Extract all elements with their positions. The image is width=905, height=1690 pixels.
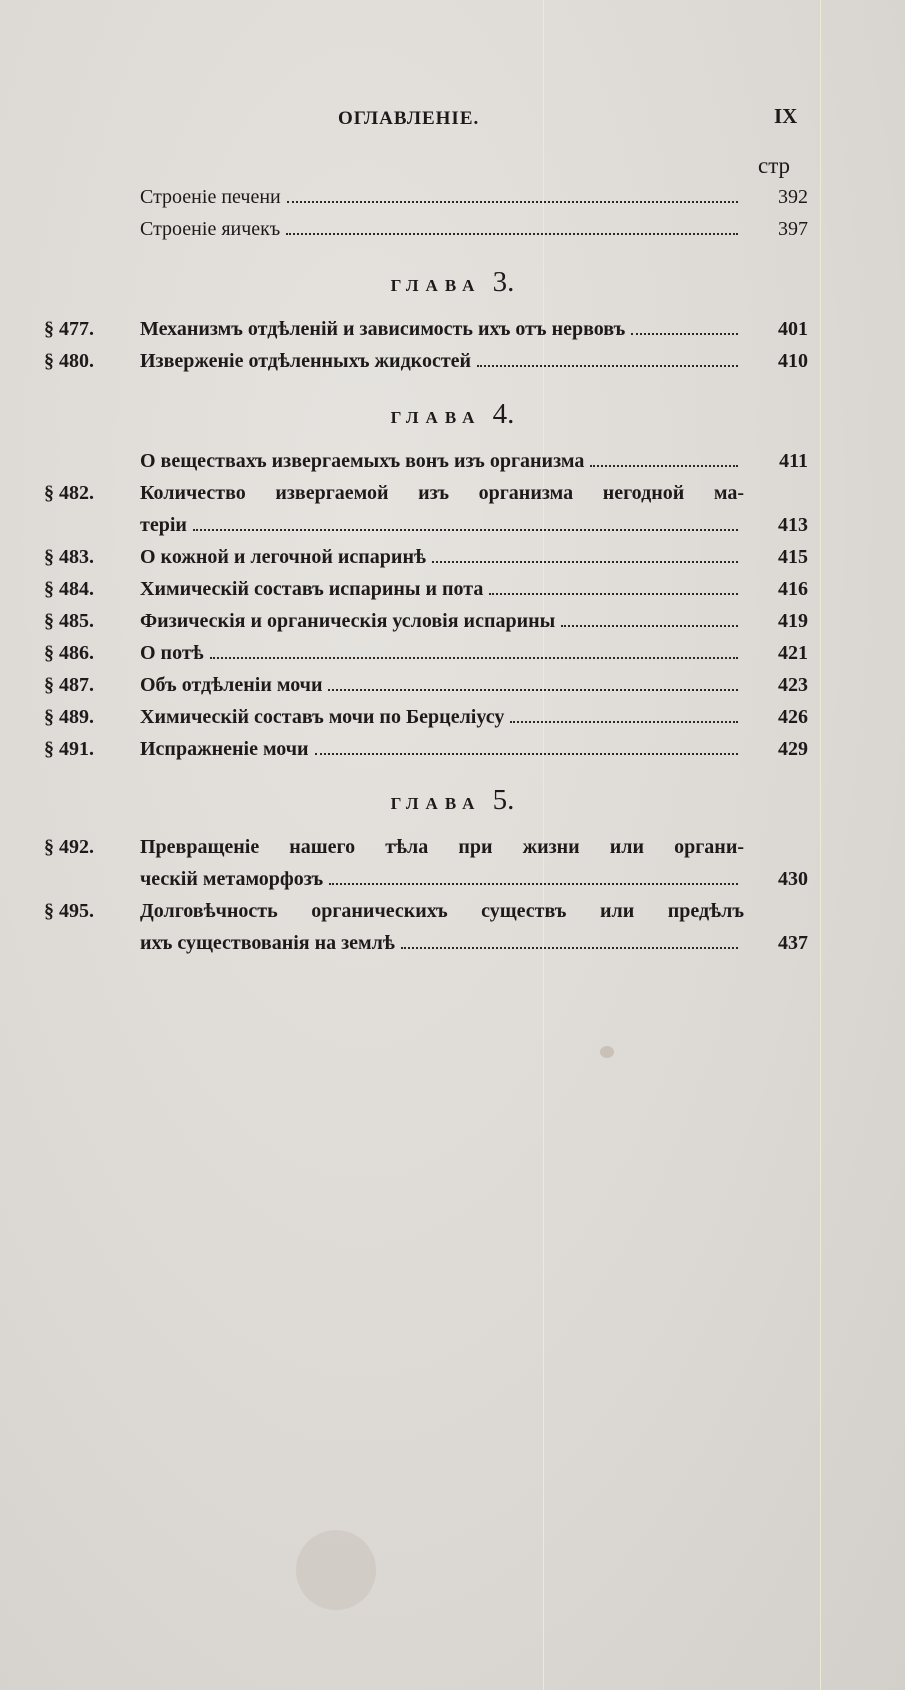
toc-entry-continuation bbox=[0, 868, 905, 898]
entry-title: Химическій составъ мочи по Берцеліусу bbox=[140, 706, 505, 728]
toc-entry bbox=[0, 546, 905, 576]
dot-leader bbox=[590, 451, 738, 467]
toc-entry bbox=[0, 318, 905, 348]
chapter-heading bbox=[0, 398, 905, 431]
toc-entry bbox=[0, 738, 905, 768]
section-number: § 485. bbox=[44, 610, 94, 632]
running-header-page-number: IX bbox=[774, 104, 798, 128]
chapter-number: 4. bbox=[492, 398, 515, 430]
entry-title: Долговѣчность органическихъ существъ или предѣлъ bbox=[140, 900, 744, 922]
entry-title-continued: теріи bbox=[140, 514, 187, 536]
toc-entry bbox=[0, 350, 905, 380]
section-number: § 495. bbox=[44, 900, 94, 922]
entry-page: 416 bbox=[778, 578, 808, 600]
entry-title-continued: ихъ существованія на землѣ bbox=[140, 932, 395, 954]
chapter-heading bbox=[0, 266, 905, 299]
section-number: § 483. bbox=[44, 546, 94, 568]
section-number: § 491. bbox=[44, 738, 94, 760]
section-number: § 492. bbox=[44, 836, 94, 858]
dot-leader bbox=[210, 643, 738, 659]
running-header-title: ОГЛАВЛЕНІЕ. bbox=[338, 108, 480, 129]
paper-stain bbox=[296, 1530, 376, 1610]
entry-page: 410 bbox=[778, 350, 808, 372]
dot-leader bbox=[432, 547, 738, 563]
chapter-number: 3. bbox=[492, 266, 515, 298]
toc-entry bbox=[0, 450, 905, 480]
toc-entry-continuation bbox=[0, 932, 905, 962]
dot-leader bbox=[329, 869, 738, 885]
entry-page: 426 bbox=[778, 706, 808, 728]
section-number: § 487. bbox=[44, 674, 94, 696]
dot-leader bbox=[401, 933, 738, 949]
chapter-heading bbox=[0, 784, 905, 817]
entry-page: 401 bbox=[778, 318, 808, 340]
toc-entry bbox=[0, 578, 905, 608]
section-number: § 489. bbox=[44, 706, 94, 728]
entry-title: Механизмъ отдѣленій и зависимость ихъ отъ нервовъ bbox=[140, 318, 626, 340]
entry-page: 392 bbox=[778, 186, 808, 208]
section-number: § 482. bbox=[44, 482, 94, 504]
toc-entry bbox=[0, 642, 905, 672]
entry-title: О кожной и легочной испаринѣ bbox=[140, 546, 426, 568]
entry-title: Превращеніе нашего тѣла при жизни или органи- bbox=[140, 836, 744, 858]
dot-leader bbox=[561, 611, 738, 627]
toc-entry bbox=[0, 836, 905, 866]
toc-entry bbox=[0, 900, 905, 930]
chapter-label: ГЛАВА bbox=[390, 276, 482, 295]
dot-leader bbox=[287, 187, 738, 203]
paper-stain bbox=[600, 1046, 614, 1058]
chapter-label: ГЛАВА bbox=[390, 794, 482, 813]
entry-page: 415 bbox=[778, 546, 808, 568]
toc-entry bbox=[0, 186, 905, 216]
entry-page: 429 bbox=[778, 738, 808, 760]
dot-leader bbox=[631, 319, 738, 335]
entry-title: Физическія и органическія условія испарины bbox=[140, 610, 556, 632]
entry-page: 423 bbox=[778, 674, 808, 696]
toc-entry bbox=[0, 218, 905, 248]
chapter-number: 5. bbox=[492, 784, 515, 816]
section-number: § 477. bbox=[44, 318, 94, 340]
section-number: § 486. bbox=[44, 642, 94, 664]
entry-title: Изверженіе отдѣленныхъ жидкостей bbox=[140, 350, 472, 372]
page-column-label: стр bbox=[758, 153, 791, 178]
entry-title: Испражненіе мочи bbox=[140, 738, 309, 760]
dot-leader bbox=[510, 707, 738, 723]
dot-leader bbox=[489, 579, 738, 595]
section-number: § 480. bbox=[44, 350, 94, 372]
entry-page: 411 bbox=[779, 450, 808, 472]
entry-title: Количество извергаемой изъ организма негодной ма- bbox=[140, 482, 744, 504]
entry-title: О потѣ bbox=[140, 642, 204, 664]
entry-title-continued: ческій метаморфозъ bbox=[140, 868, 324, 890]
entry-page: 397 bbox=[778, 218, 808, 240]
entry-title: Химическій составъ испарины и пота bbox=[140, 578, 484, 600]
entry-title: О веществахъ извергаемыхъ вонъ изъ организма bbox=[140, 450, 585, 472]
entry-page: 419 bbox=[778, 610, 808, 632]
toc-entry bbox=[0, 674, 905, 704]
dot-leader bbox=[286, 219, 738, 235]
toc-entry bbox=[0, 610, 905, 640]
entry-page: 437 bbox=[778, 932, 808, 954]
toc-entry bbox=[0, 482, 905, 512]
dot-leader bbox=[328, 675, 738, 691]
dot-leader bbox=[315, 739, 738, 755]
section-number: § 484. bbox=[44, 578, 94, 600]
toc-entry bbox=[0, 706, 905, 736]
toc-entry-continuation bbox=[0, 514, 905, 544]
entry-page: 430 bbox=[778, 868, 808, 890]
dot-leader bbox=[477, 351, 738, 367]
entry-page: 421 bbox=[778, 642, 808, 664]
entry-page: 413 bbox=[778, 514, 808, 536]
entry-title: Объ отдѣленіи мочи bbox=[140, 674, 323, 696]
entry-title: Строеніе печени bbox=[140, 186, 281, 208]
entry-title: Строеніе яичекъ bbox=[140, 218, 281, 240]
chapter-label: ГЛАВА bbox=[390, 408, 482, 427]
dot-leader bbox=[193, 515, 738, 531]
